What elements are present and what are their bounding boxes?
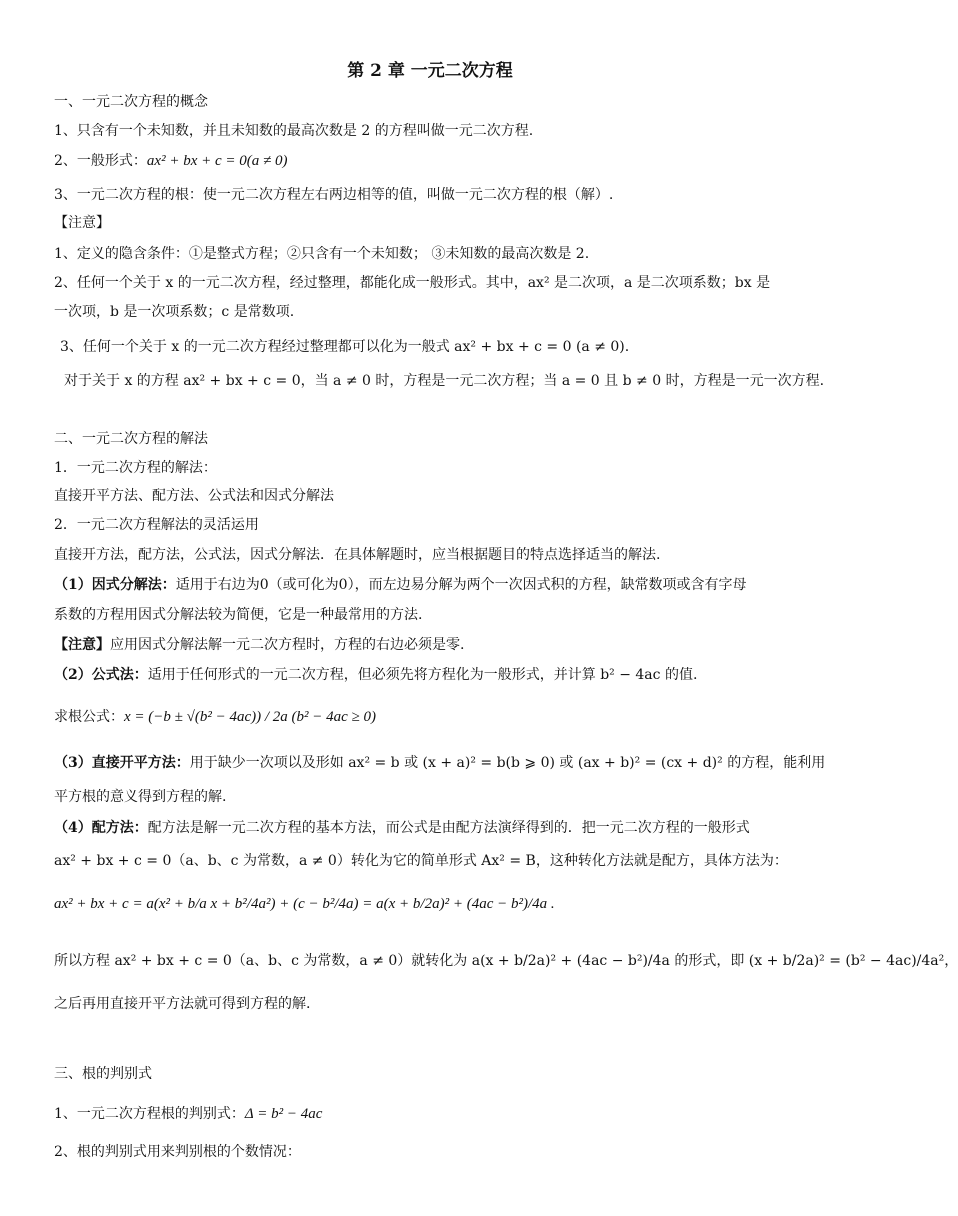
root-formula: x = (−b ± √(b² − 4ac)) / 2a (b² − 4ac ≥ 0) — [124, 709, 377, 725]
completing-square-label: （4）配方法： — [54, 820, 148, 836]
completing-square-line-a — [54, 818, 750, 838]
methods-list: 直接开平方法、配方法、公式法和因式分解法 — [54, 488, 334, 504]
general-form-formula: ax² + bx + c = 0(a ≠ 0) — [146, 153, 288, 169]
square-root-method-line-b: 平方根的意义得到方程的解. — [54, 789, 227, 805]
section-3-heading: 三、根的判别式 — [54, 1066, 152, 1082]
flexible-use-text: 直接开方法，配方法，公式法，因式分解法．在具体解题时，应当根据题目的特点选择适当的解法. — [54, 547, 661, 563]
square-root-method-line-a — [54, 753, 825, 773]
note-line-2a: 2、任何一个关于 x 的一元二次方程，经过整理，都能化成一般形式。其中，ax² 是二次项，a 是二次项系数；bx 是 — [54, 275, 771, 291]
note-line-4: 对于关于 x 的方程 ax² + bx + c = 0，当 a ≠ 0 时，方程是一元二次方程；当 a = 0 且 b ≠ 0 时，方程是一元一次方程. — [64, 373, 825, 389]
section-1-heading: 一、一元二次方程的概念 — [54, 94, 208, 110]
note-heading-1: 【注意】 — [54, 215, 110, 231]
root-definition-line: 3、一元二次方程的根：使一元二次方程左右两边相等的值，叫做一元二次方程的根（解）. — [54, 187, 614, 203]
general-form-label: 2、一般形式： — [54, 153, 147, 169]
note-line-2b: 一次项，b 是一次项系数；c 是常数项. — [54, 304, 295, 320]
factoring-note-line — [54, 635, 464, 655]
note-line-1: 1、定义的隐含条件：①是整式方程；②只含有一个未知数； ③未知数的最高次数是 2. — [54, 246, 590, 262]
factoring-text-a: 适用于右边为0（或可化为0），而左边易分解为两个一次因式积的方程，缺常数项或含有字母 — [175, 577, 747, 593]
conclusion-line-b: 之后再用直接开平方法就可得到方程的解. — [54, 996, 311, 1012]
formula-method-line — [54, 665, 697, 685]
factoring-note-text: 应用因式分解法解一元二次方程时，方程的右边必须是零. — [110, 637, 465, 653]
discriminant-label: 1、一元二次方程根的判别式： — [54, 1106, 245, 1122]
factoring-line-a — [54, 575, 747, 595]
conclusion-line-a: 所以方程 ax² + bx + c = 0（a、b、c 为常数，a ≠ 0）就转化为 a(x + b/2a)² + (4ac − b²)/4a 的形式，即 (x + b/2a)² = (b² − 4ac)/4a²， — [54, 953, 958, 969]
factoring-line-b: 系数的方程用因式分解法较为简便，它是一种最常用的方法. — [54, 607, 423, 623]
completing-square-text-a: 配方法是解一元二次方程的基本方法，而公式是由配方法演绎得到的．把一元二次方程的一般形式 — [147, 820, 750, 836]
factoring-note-label: 【注意】 — [54, 637, 110, 653]
root-formula-line — [54, 707, 376, 727]
note-line-3: 3、任何一个关于 x 的一元二次方程经过整理都可以化为一般式 ax² + bx + c = 0 (a ≠ 0). — [60, 339, 630, 355]
completing-square-line-b: ax² + bx + c = 0（a、b、c 为常数，a ≠ 0）转化为它的简单形式 Ax² = B，这种转化方法就是配方，具体方法为： — [54, 853, 788, 869]
discriminant-usage-line: 2、根的判别式用来判别根的个数情况： — [54, 1144, 301, 1160]
general-form-line — [54, 151, 287, 171]
completing-square-formula: ax² + bx + c = a(x² + b/a x + b²/4a²) + (c − b²/4a) = a(x + b/2a)² + (4ac − b²)/4a . — [54, 896, 555, 912]
formula-method-text: 适用于任何形式的一元二次方程，但必须先将方程化为一般形式，并计算 b² − 4ac 的值. — [147, 667, 698, 683]
square-root-method-text-a: 用于缺少一次项以及形如 ax² = b 或 (x + a)² = b(b ⩾ 0) 或 (ax + b)² = (cx + d)² 的方程，能利用 — [189, 755, 826, 771]
concept-line-1: 1、只含有一个未知数，并且未知数的最高次数是 2 的方程叫做一元二次方程. — [54, 123, 534, 139]
flexible-use-title: 2．一元二次方程解法的灵活运用 — [54, 517, 259, 533]
section-2-heading: 二、一元二次方程的解法 — [54, 431, 208, 447]
methods-title: 1．一元二次方程的解法： — [54, 460, 217, 476]
root-formula-label: 求根公式： — [54, 709, 124, 725]
factoring-label: （1）因式分解法： — [54, 577, 176, 593]
discriminant-line — [54, 1104, 322, 1124]
discriminant-formula: Δ = b² − 4ac — [244, 1106, 323, 1122]
chapter-title: 第 2 章 一元二次方程 — [347, 61, 513, 81]
square-root-method-label: （3）直接开平方法： — [54, 755, 190, 771]
formula-method-label: （2）公式法： — [54, 667, 148, 683]
